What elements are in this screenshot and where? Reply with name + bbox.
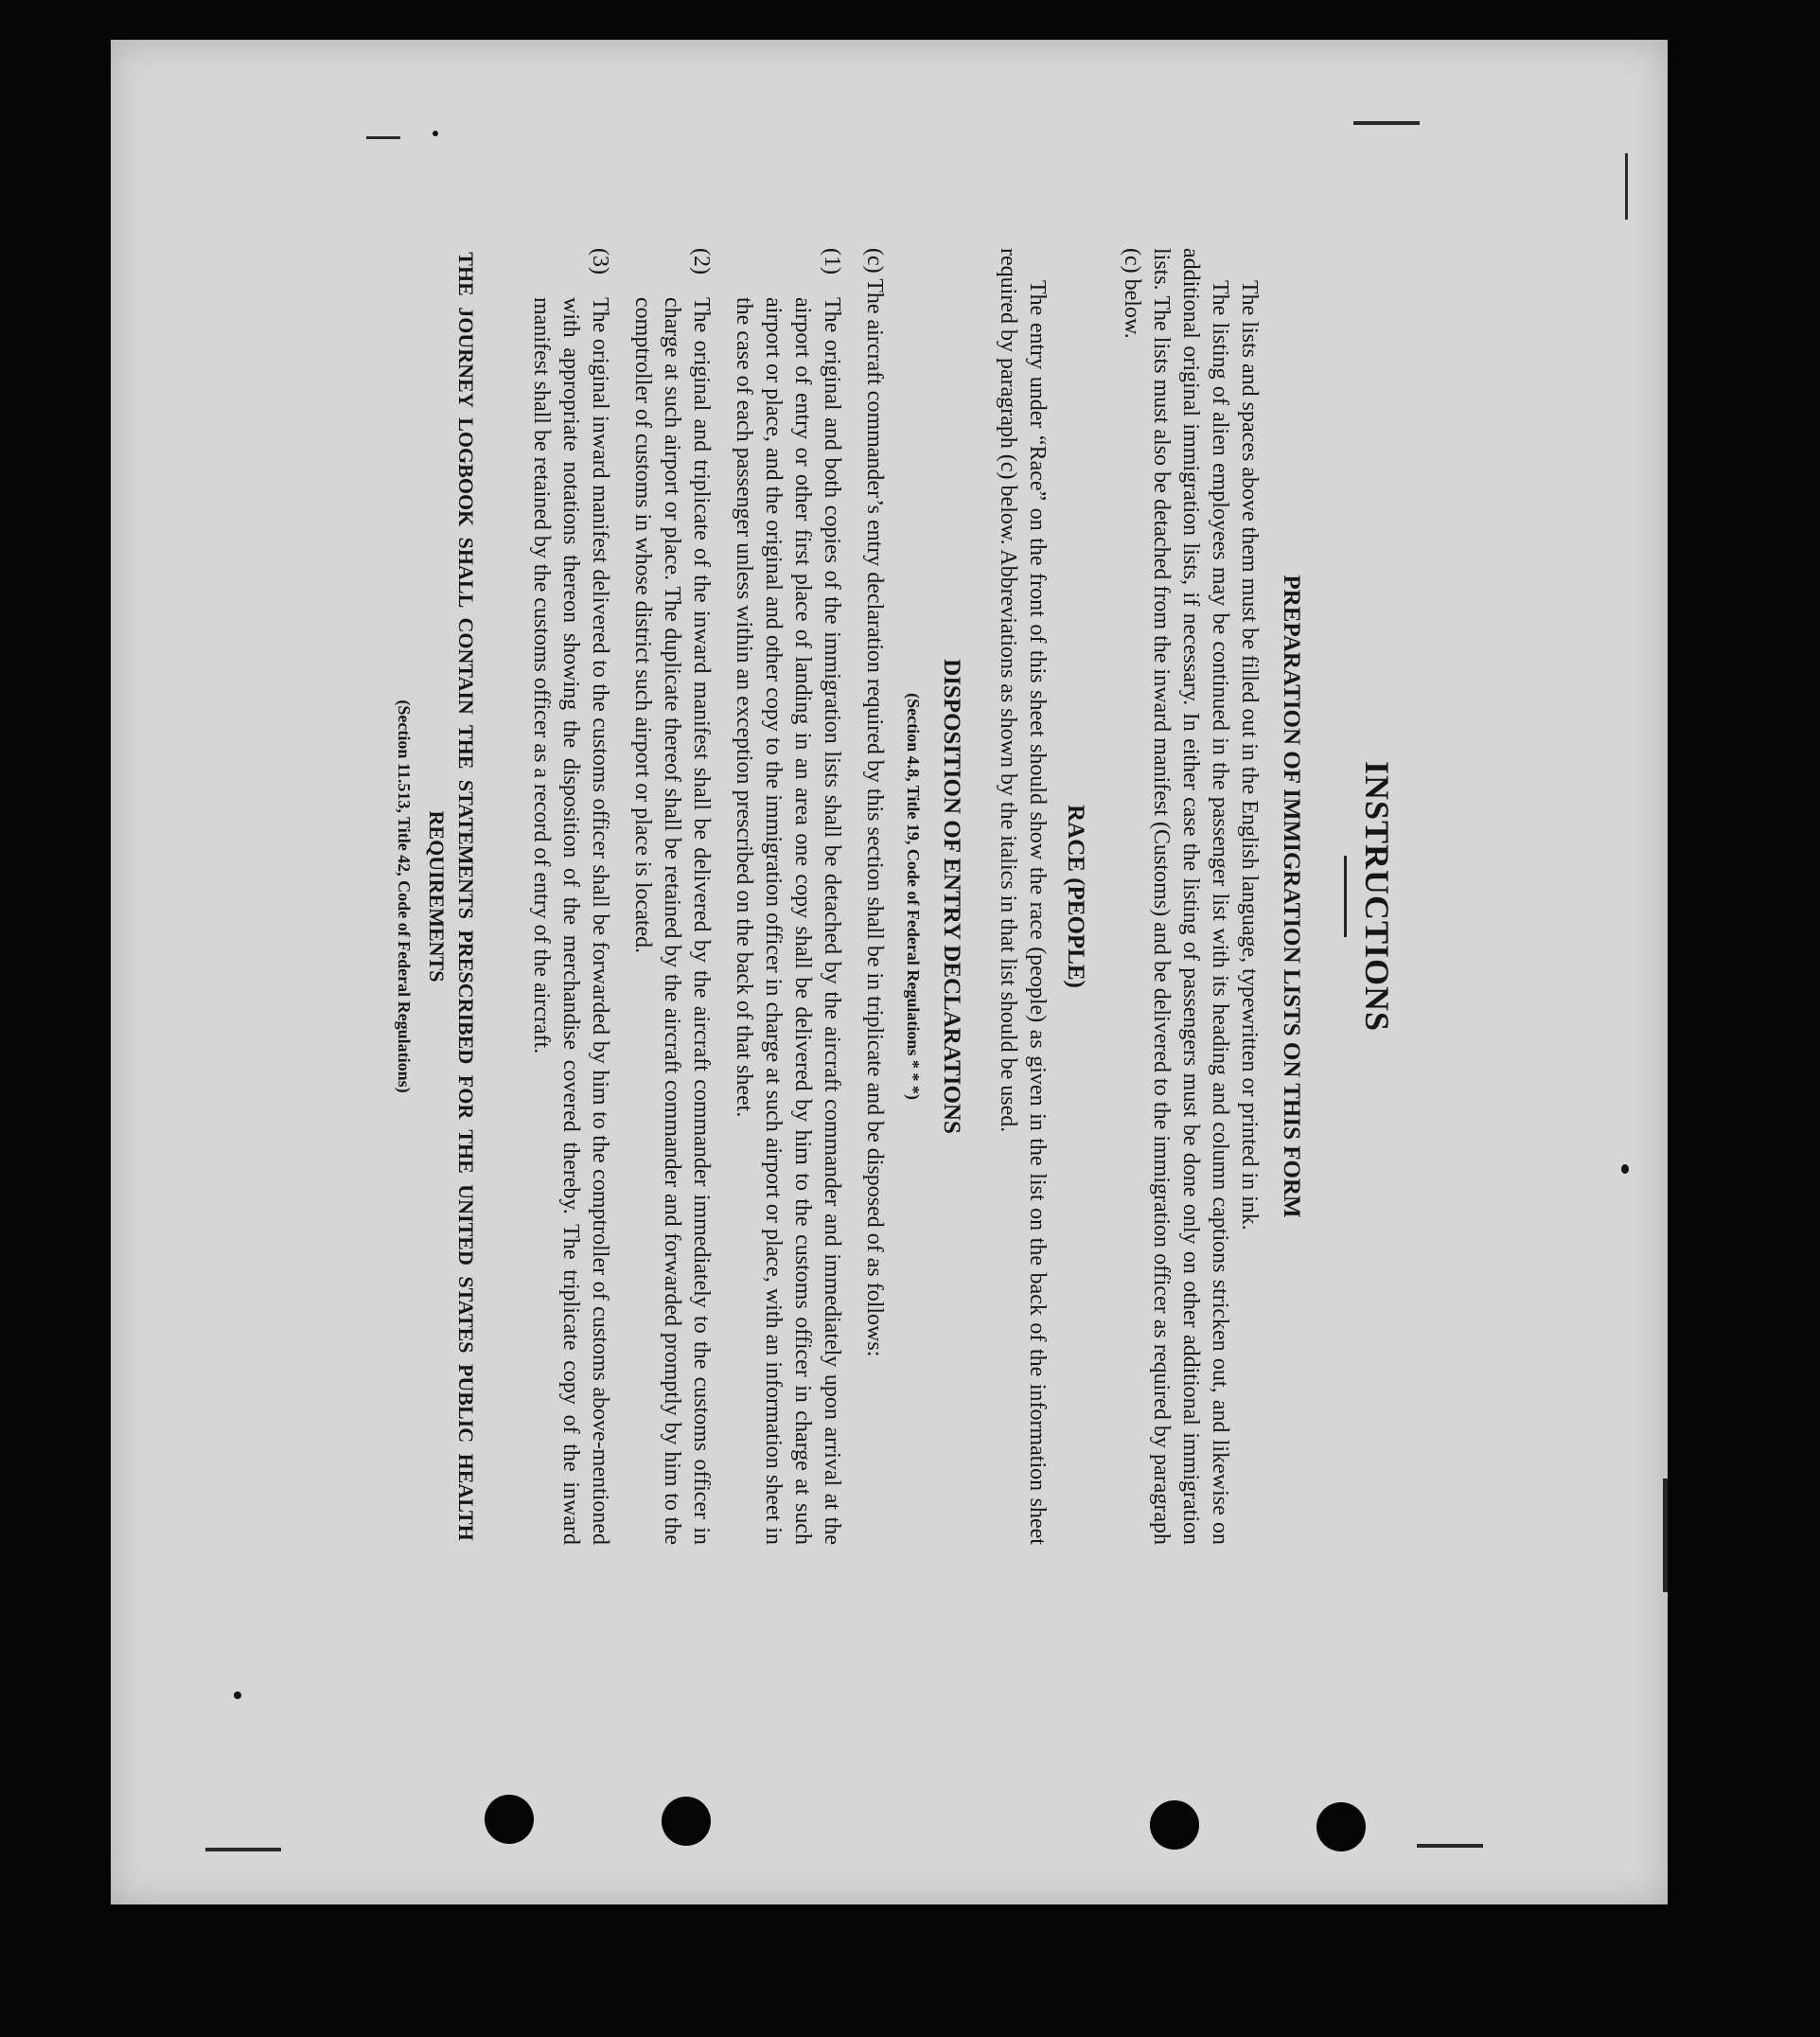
footer-statement: THE JOURNEY LOGBOOK SHALL CONTAIN THE STATEMENTS PRESCRIBED FOR THE UNITED STATES PUBLIC HEALTH REQUIREMENTS [425, 252, 478, 1541]
speck [433, 131, 438, 136]
instructions-text-block [241, 248, 1396, 1545]
scan-mark [1353, 121, 1420, 125]
clause-intro: (c) The aircraft commander’s entry declaration required by this section shall be in triplicate and be disposed of as follows: [862, 248, 887, 1357]
speck [234, 1692, 241, 1699]
scan-mark [1417, 1844, 1483, 1848]
list-item-number: (3) [588, 248, 612, 275]
scan-mark [205, 1848, 281, 1851]
scan-mark [1663, 1479, 1668, 1592]
speck [1621, 1164, 1629, 1174]
section-heading-preparation: PREPARATION OF IMMIGRATION LISTS ON THIS FORM [1279, 575, 1304, 1218]
title-underline [1344, 856, 1347, 937]
document-page [111, 40, 1668, 1904]
punch-hole [485, 1795, 534, 1844]
section-heading-disposition: DISPOSITION OF ENTRY DECLARATIONS [939, 659, 964, 1134]
list-item [729, 248, 846, 1545]
regulation-citation: (Section 4.8, Title 19, Code of Federal Regulations * * *) [904, 693, 923, 1100]
list-item-text: The original and triplicate of the inward manifest shall be delivered by the aircraft commander immediately to the customs officer in charge at such airport or place. The duplicate thereof shall be retained by the aircraft commander and forwarded promptly by him to the comptroller of customs in whose district such airport or place is located. [630, 297, 714, 1545]
footer-citation: (Section 11.513, Title 42, Code of Federal Regulations) [395, 700, 414, 1093]
section-heading-race: RACE (PEOPLE) [1063, 805, 1088, 988]
punch-hole [1316, 1802, 1366, 1851]
punch-hole [1150, 1800, 1199, 1850]
list-item-number: (2) [689, 248, 714, 275]
paragraph: The entry under “Race” on the front of this sheet should show the race (people) as given in the list on the back of the information sheet required by paragraph (c) below. Abbreviations as shown by the italics in that list should be used. [996, 248, 1050, 1545]
punch-hole [662, 1797, 711, 1846]
page-title: INSTRUCTIONS [1358, 760, 1396, 1033]
list-item-text: The original and both copies of the immigration lists shall be detached by the aircraft commander and immediately upon arrival at the airport of entry or other first place of landing in an area one copy shall be delivered by him to the customs officer in charge at such airport or place, and the original and other copy to the immigration officer in charge at such airport or place, with an information sheet in the case of each passenger unless within an exception prescribed on the back of that sheet. [732, 297, 844, 1545]
list-item [526, 248, 614, 1545]
list-item-number: (1) [820, 248, 844, 275]
list-item [627, 248, 716, 1545]
paragraph: The listing of alien employees may be continued in the passenger list with its heading and column captions stricken out, and likewise on additional original immigration lists, if necessary. In either case the listing of passengers must be done only on other additional immigration lists. The lists must also be detached from the inward manifest (Customs) and be delivered to the immigration officer as required by paragraph (c) below. [1120, 248, 1232, 1545]
paragraph: The lists and spaces above them must be filled out in the English language, typewritten or printed in ink. [1237, 280, 1262, 1231]
list-item-text: The original inward manifest delivered to the customs officer shall be forwarded by him to the comptroller of customs above-mentioned with appropriate notations thereon showing the disposition of the merchandise covered thereby. The triplicate copy of the inward manifest shall be retained by the customs officer as a record of entry of the aircraft. [529, 297, 612, 1545]
scan-mark [1625, 153, 1628, 220]
scan-mark [366, 136, 400, 139]
